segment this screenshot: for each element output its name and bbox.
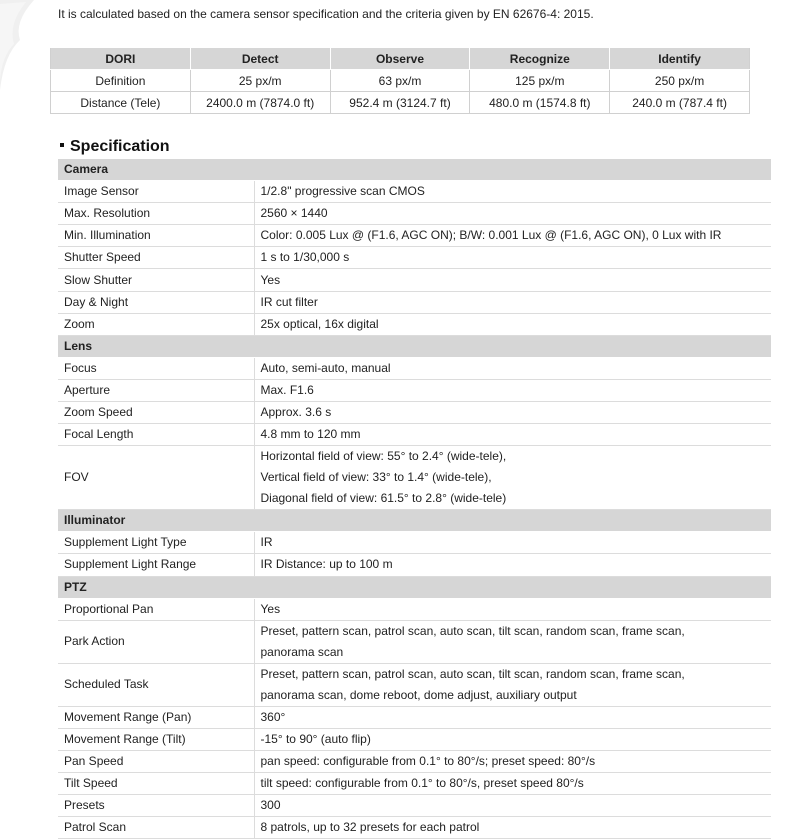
fov-line: Diagonal field of view: 61.5° to 2.8° (wide-tele) bbox=[260, 491, 507, 506]
spec-label: Tilt Speed bbox=[58, 772, 254, 794]
spec-value: 4.8 mm to 120 mm bbox=[254, 424, 771, 446]
spec-value: tilt speed: configurable from 0.1° to 80°/s, preset speed 80°/s bbox=[254, 772, 771, 794]
section-title: PTZ bbox=[58, 576, 771, 598]
spec-value: IR cut filter bbox=[254, 291, 771, 313]
dori-cell: 25 px/m bbox=[190, 70, 330, 92]
dori-cell: 240.0 m (787.4 ft) bbox=[610, 92, 750, 114]
spec-row bbox=[58, 817, 771, 839]
spec-row bbox=[58, 424, 771, 446]
spec-row bbox=[58, 554, 771, 576]
spec-label: Supplement Light Range bbox=[58, 554, 254, 576]
spec-row bbox=[58, 402, 771, 424]
spec-label: Patrol Scan bbox=[58, 817, 254, 839]
spec-label: Pan Speed bbox=[58, 750, 254, 772]
spec-label: Aperture bbox=[58, 379, 254, 401]
dori-header: Detect bbox=[190, 48, 330, 70]
spec-title-text: Specification bbox=[70, 138, 170, 155]
spec-value: Yes bbox=[254, 598, 771, 620]
section-title: Lens bbox=[58, 335, 771, 357]
spec-label: Shutter Speed bbox=[58, 247, 254, 269]
section-header-illuminator bbox=[58, 510, 771, 532]
spec-row bbox=[58, 269, 771, 291]
dori-cell: 125 px/m bbox=[470, 70, 610, 92]
spec-row bbox=[58, 313, 771, 335]
dori-cell: 63 px/m bbox=[330, 70, 470, 92]
section-title: Camera bbox=[58, 159, 771, 181]
dori-row-definition bbox=[51, 70, 750, 92]
spec-label: Focus bbox=[58, 357, 254, 379]
spec-label: Day & Night bbox=[58, 291, 254, 313]
dori-table bbox=[50, 48, 750, 114]
spec-value: 8 patrols, up to 32 presets for each patrol bbox=[254, 817, 771, 839]
dori-row-distance bbox=[51, 92, 750, 114]
spec-value: Yes bbox=[254, 269, 771, 291]
dori-header: DORI bbox=[51, 48, 191, 70]
spec-row bbox=[58, 795, 771, 817]
spec-value: -15° to 90° (auto flip) bbox=[254, 728, 771, 750]
spec-value-multiline bbox=[254, 446, 771, 510]
spec-row bbox=[58, 532, 771, 554]
spec-value: Auto, semi-auto, manual bbox=[254, 357, 771, 379]
spec-row-scheduled bbox=[58, 663, 771, 706]
spec-value: 1 s to 1/30,000 s bbox=[254, 247, 771, 269]
spec-section-title bbox=[60, 138, 170, 156]
dori-cell: Distance (Tele) bbox=[51, 92, 191, 114]
spec-label: Zoom bbox=[58, 313, 254, 335]
spec-label: Proportional Pan bbox=[58, 598, 254, 620]
spec-row bbox=[58, 181, 771, 203]
spec-value: 25x optical, 16x digital bbox=[254, 313, 771, 335]
spec-value-multiline bbox=[254, 663, 771, 706]
spec-value: Color: 0.005 Lux @ (F1.6, AGC ON); B/W: 0.001 Lux @ (F1.6, AGC ON), 0 Lux with IR bbox=[254, 225, 771, 247]
spec-value-multiline bbox=[254, 620, 771, 663]
spec-label: Max. Resolution bbox=[58, 203, 254, 225]
spec-row bbox=[58, 225, 771, 247]
section-header-camera bbox=[58, 159, 771, 181]
spec-value: 300 bbox=[254, 795, 771, 817]
dori-cell: 250 px/m bbox=[610, 70, 750, 92]
spec-row-park bbox=[58, 620, 771, 663]
spec-label: Scheduled Task bbox=[58, 663, 254, 706]
dori-cell: Definition bbox=[51, 70, 191, 92]
spec-row bbox=[58, 291, 771, 313]
spec-value: Max. F1.6 bbox=[254, 379, 771, 401]
dori-header: Observe bbox=[330, 48, 470, 70]
spec-label: Presets bbox=[58, 795, 254, 817]
dori-cell: 480.0 m (1574.8 ft) bbox=[470, 92, 610, 114]
section-title: Illuminator bbox=[58, 510, 771, 532]
dori-header: Recognize bbox=[470, 48, 610, 70]
spec-label: Slow Shutter bbox=[58, 269, 254, 291]
spec-value: 2560 × 1440 bbox=[254, 203, 771, 225]
fov-line: Horizontal field of view: 55° to 2.4° (wide-tele), bbox=[260, 449, 507, 464]
spec-label: Focal Length bbox=[58, 424, 254, 446]
spec-row bbox=[58, 706, 771, 728]
spec-label: Movement Range (Pan) bbox=[58, 706, 254, 728]
sched-line: Preset, pattern scan, patrol scan, auto scan, tilt scan, random scan, frame scan, bbox=[260, 666, 685, 681]
spec-label: Image Sensor bbox=[58, 181, 254, 203]
spec-row bbox=[58, 728, 771, 750]
spec-row bbox=[58, 357, 771, 379]
spec-row bbox=[58, 379, 771, 401]
park-line: Preset, pattern scan, patrol scan, auto scan, tilt scan, random scan, frame scan, bbox=[260, 623, 685, 638]
spec-label: Park Action bbox=[58, 620, 254, 663]
spec-label: Movement Range (Tilt) bbox=[58, 728, 254, 750]
spec-value: 1/2.8" progressive scan CMOS bbox=[254, 181, 771, 203]
dori-header: Identify bbox=[610, 48, 750, 70]
spec-value: IR bbox=[254, 532, 771, 554]
spec-row bbox=[58, 750, 771, 772]
sched-line: panorama scan, dome reboot, dome adjust, auxiliary output bbox=[260, 687, 577, 702]
spec-row bbox=[58, 772, 771, 794]
spec-row bbox=[58, 203, 771, 225]
spec-label: Supplement Light Type bbox=[58, 532, 254, 554]
spec-value: pan speed: configurable from 0.1° to 80°/s; preset speed: 80°/s bbox=[254, 750, 771, 772]
section-header-lens bbox=[58, 335, 771, 357]
spec-value: IR Distance: up to 100 m bbox=[254, 554, 771, 576]
bullet-icon bbox=[60, 143, 64, 147]
spec-label: Zoom Speed bbox=[58, 402, 254, 424]
spec-value: Approx. 3.6 s bbox=[254, 402, 771, 424]
spec-value: 360° bbox=[254, 706, 771, 728]
spec-label: FOV bbox=[58, 446, 254, 510]
dori-cell: 2400.0 m (7874.0 ft) bbox=[190, 92, 330, 114]
fov-line: Vertical field of view: 33° to 1.4° (wide-tele), bbox=[260, 470, 492, 485]
intro-text: It is calculated based on the camera sensor specification and the criteria given by EN 62676-4: 2015. bbox=[58, 7, 594, 21]
dori-header-row bbox=[51, 48, 750, 70]
spec-label: Min. Illumination bbox=[58, 225, 254, 247]
spec-row-fov bbox=[58, 446, 771, 510]
section-header-ptz bbox=[58, 576, 771, 598]
spec-row bbox=[58, 247, 771, 269]
spec-table bbox=[58, 159, 771, 839]
dori-cell: 952.4 m (3124.7 ft) bbox=[330, 92, 470, 114]
spec-row bbox=[58, 598, 771, 620]
park-line: panorama scan bbox=[260, 644, 344, 659]
